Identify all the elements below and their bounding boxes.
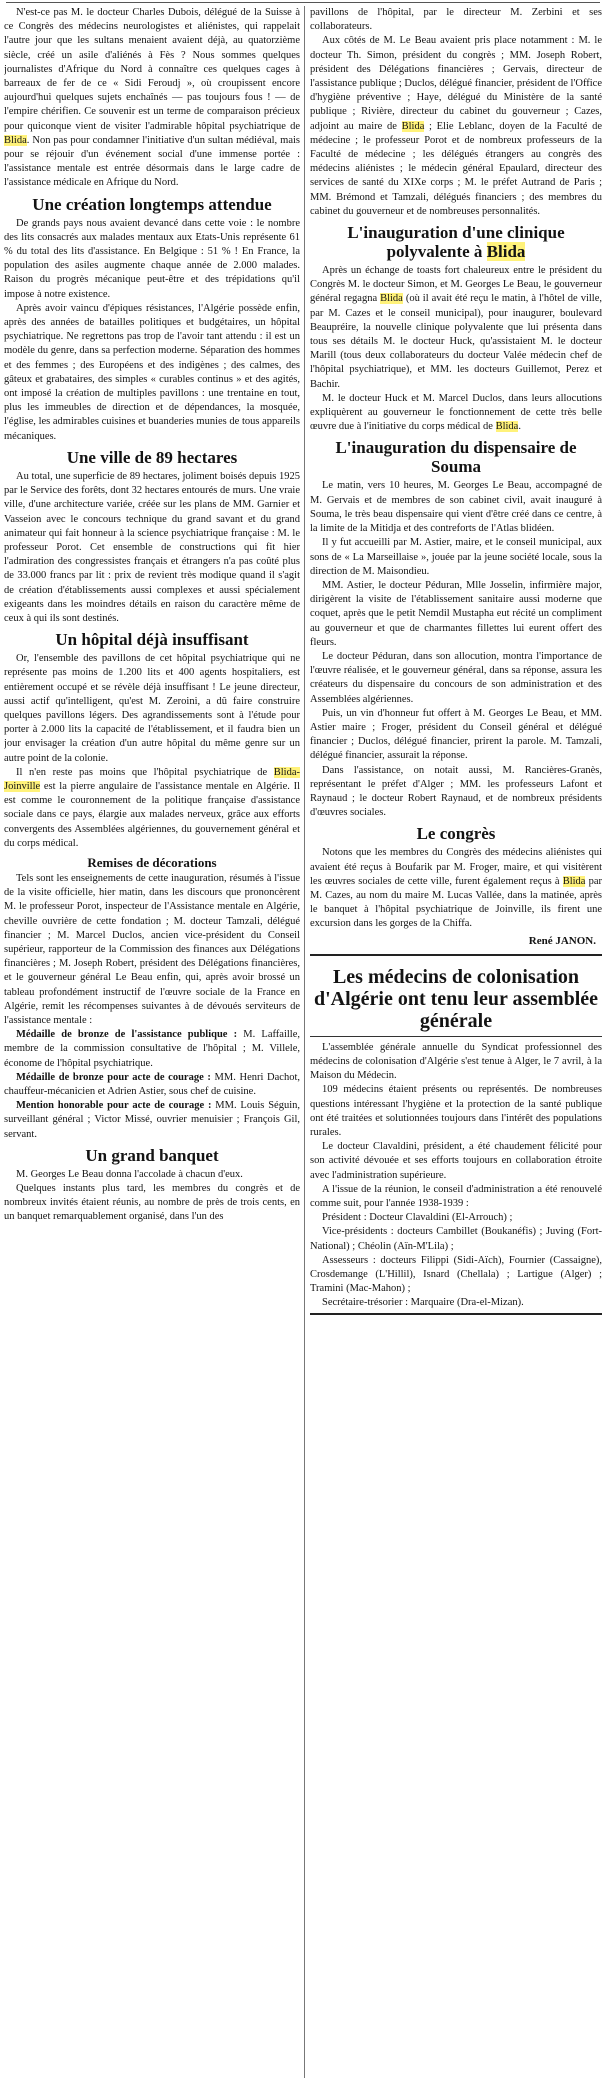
author-signature: René JANON. — [528, 934, 596, 947]
paragraph: Assesseurs : docteurs Filippi (Sidi-Aïch), Fournier (Cassaigne), Crosdemange (L'Hillil), Isnard (Chellala) ; Lartigue (Alger) ; Tramini (Mac-Mahon) ; — [310, 1254, 602, 1295]
paragraph: Le matin, vers 10 heures, M. Georges Le Beau, accompagné de M. Gervais et de membres de son cabinet civil, avait inauguré à Souma, le très beau dispensaire qui vient d'être créé dans ce centre, à la limite de la Mitidja et des contreforts de l'Atlas blidéen. — [310, 480, 602, 535]
paragraph: Il n'en reste pas moins que l'hôpital psychiatrique de Blida-Joinville est la pierre angulaire de l'assistance mentale en Algérie. Il est comme le couronnement de la politique française d'assistance sociale dans ce pays, élargie aux malades nerveux, grâce aux efforts convergents des Assemblées algériennes, du gouvernement général et du corps médical. — [4, 766, 300, 849]
paragraph: M. le docteur Huck et M. Marcel Duclos, dans leurs allocutions expliquèrent au gouverneur le fonctionnement de cette très belle œuvre due à l'initiative du corps médical de Blida. — [310, 392, 602, 433]
paragraph: Puis, un vin d'honneur fut offert à M. Georges Le Beau, et MM. Astier maire ; Froger, président du Conseil général et délégué financier ; Duclos, délégué financier, prirent la parole. M. Tamzali, délégué financier, assurait la réponse. — [310, 707, 602, 762]
medal-item: Médaille de bronze de l'assistance publique : M. Laffaille, membre de la commission consultative de l'hôpital ; M. Villele, économe de l'hôpital psychiatrique. — [4, 1029, 300, 1069]
paragraph: Tels sont les enseignements de cette inauguration, résumés à l'issue de la visite officielle, hier matin, dans les discours que prononcèrent M. le professeur Porot, inspecteur de l'Assistance mentale en Algérie, cheville ouvrière de cette fondation ; M. docteur Tamzali, délégué financier ; M. Marcel Duclos, ancien vice-président du Conseil supérieur, rapporteur de la Commission des finances aux Délégations financières ; M. Joseph Robert, président des Délégations financières, et le gouverneur général Le Beau enfin, qui, après avoir brossé un tableau profondément instructif de l'œuvre sociale de la France en Algérie, remit les récompenses suivantes à de dévoués serviteurs de l'assistance mentale : — [4, 872, 300, 1026]
paragraph: 109 médecins étaient présents ou représentés. De nombreuses questions intéressant l'hygiène et la protection de la santé publique ont été traitées et solutionnées toujours dans l'intérêt des populations rurales. — [310, 1084, 602, 1138]
heading-souma: L'inauguration du dispensaire de Souma — [335, 438, 577, 477]
paragraph: Après avoir vaincu d'épiques résistances, l'Algérie possède enfin, après des années de batailles politiques et budgétaires, un hôpital psychiatrique. Ne regrettons pas trop de l'avoir tant attendu : il est un modèle du genre, dans sa perfection moderne. Séparation des hommes et des femmes ; des Européens et des indigènes ; des calmes, des gâteux et grabataires, des simples « curables continus » et des agités, ont imposé la création de multiples pavillons : une trentaine en tout, plus les immeubles de direction et de dépendances, la mosquée, l'église, les admirables cuisines et buanderies munies de tous appareils mécaniques. — [4, 302, 300, 442]
heading-ville: Une ville de 89 hectares — [66, 447, 238, 467]
paragraph: Président : Docteur Clavaldini (El-Arrouch) ; — [322, 1212, 513, 1224]
intro-paragraph: N'est-ce pas M. le docteur Charles Dubois, délégué de la Suisse à ce Congrès des médecins neurologistes et aliénistes, qui rappelait l'autre jour que les sultans menaient avaient déjà, au quatorzième siècle, créé un asile d'aliénés à Fès ? Nous sommes quelques journalistes d'Afrique du Nord à connaître ces quelques cages à barreaux de fer de ce « Sidi Feroudj », où croupissent encore aujourd'hui quelques sujets enchaînés — pas toujours fous ! — de l'empire chérifien. Ce souvenir est un terme de comparaison précieux pour quiconque vient de visiter l'admirable hôpital psychiatrique de Blida. Non pas pour condamner l'initiative d'un sultan médiéval, mais pour se réjouir d'un événement social d'une immense portée : l'assistance mentale est entrée désormais dans le large cadre de l'assistance médicale en Afrique du Nord. — [4, 7, 300, 189]
top-rule — [6, 2, 600, 3]
paragraph: pavillons de l'hôpital, par le directeur M. Zerbini et ses collaborateurs. — [310, 7, 602, 33]
heading-banquet: Un grand banquet — [85, 1145, 219, 1165]
paragraph: Après un échange de toasts fort chaleureux entre le président du Congrès M. le docteur Simon, et M. Georges Le Beau, le gouverneur général regagna Blida (où il avait été reçu le matin, à l'hôtel de ville, par M. Cazes et le conseil municipal), pour inaugurer, boulevard Beaupréire, la nouvelle clinique polyvalente que lui présenta dans tous ses détails M. le docteur Huck, qu'assistaient M. le docteur Marill (tous deux collaborateurs du docteur Valée médecin chef de l'hôpital psychiatrique), et MM. les docteurs Guillemot, Perez et Bachir. — [310, 265, 602, 390]
heading-remises: Remises de décorations — [87, 854, 217, 870]
paragraph: Aux côtés de M. Le Beau avaient pris place notamment : M. le docteur Th. Simon, président du congrès ; MM. Joseph Robert, président des Délégations financières ; Gervais, directeur de l'assistance publique ; Duclos, délégué financier, président de l'Office d'hygiène préventive ; Haye, délégué du Ministère de la santé publique ; Rivière, directeur du cabinet du gouverneur ; Cazes, adjoint au maire de Blida ; Elie Leblanc, doyen de la Faculté de médecine ; le professeur Porot et de nombreux professeurs de la Faculté de médecine ; les délégués étrangers au congrès des médecins aliénistes ; le médecin général Epaulard, directeur des services de santé du XIXe corps ; M. le préfet Autrand de Paris ; MM. Brémond et Tamzali, délégués financiers ; des membres du cabinet du gouverneur et de nombreuses personnalités. — [310, 35, 602, 217]
column-divider — [304, 6, 305, 2078]
paragraph: Quelques instants plus tard, les membres du congrès et de nombreux invités étaient réunis, au nombre de près de trois cents, en un banquet remarquablement organisé, dans l'un des — [4, 1183, 300, 1223]
blida-highlight: Blida — [380, 293, 403, 305]
blida-highlight: Blida — [562, 875, 586, 887]
blida-highlight: Blida — [495, 421, 519, 433]
heading-hopital: Un hôpital déjà insuffisant — [55, 630, 249, 650]
paragraph: De grands pays nous avaient devancé dans cette voie : le nombre des lits consacrés aux malades mentaux aux Etats-Unis représente 61 % du total des lits d'assistance. En Belgique : 51 % ! En France, la population des asiles augmente chaque année de 2.000 malades. Raison du progrès mécanique peut-être et des trépidations qu'il impose à notre existence. — [4, 217, 300, 300]
paragraph: L'assemblée générale annuelle du Syndicat professionnel des médecins de colonisation d'Algérie s'est tenue à Alger, le 7 avril, à la Maison du Médecin. — [310, 1041, 602, 1082]
paragraph: Notons que les membres du Congrès des médecins aliénistes qui avaient été reçus à Boufarik par M. Froger, maire, et qui visitèrent les œuvres sociales de cette ville, furent également reçus à Blida par M. Cazes, au nom du maire M. Lucas Vallée, dans la matinée, après le banquet à l'hôpital psychiatrique de Joinville, ils firent une excursion dans les gorges de la Chiffa. — [310, 847, 602, 930]
paragraph: Au total, une superficie de 89 hectares, joliment boisés depuis 1925 par le Service des forêts, dont 32 hectares entourés de murs. Une vraie ville, d'une architecture variée, créée sur les plans de MM. Garnier et Vasseion avec le concours technique du grand savant et du grand animateur qui fait honneur à la science psychiatrique française : M. le professeur Porot. Cet ensemble de constructions qui fit hier l'admiration des congressistes français et étrangers n'a pas coûté plus de 33.000 francs par lit : prix de revient très modique quand il s'agit de création d'établissements aussi complexes et aussi spécialement exigeants dans les moindres détails en raison du caractère même de ceux à qui ils sont destinés. — [4, 470, 300, 624]
paragraph: Il y fut accueilli par M. Astier, maire, et le conseil municipal, aux sons de « La Marseillaise », jouée par la jeune société locale, sous la direction de M. Maisondieu. — [310, 537, 602, 577]
right-column — [310, 6, 602, 2078]
paragraph: Le docteur Clavaldini, président, a été chaudement félicité pour son activité dévouée et ses efforts toujours en collaboration étroite avec l'administration supérieure. — [310, 1141, 602, 1181]
medal-item: Mention honorable pour acte de courage : MM. Louis Séguin, surveillant général ; Victor Missé, ouvrier menuisier ; François Gil, servant. — [4, 1100, 300, 1140]
heading-rule — [310, 1036, 602, 1037]
heading-colonisation: Les médecins de colonisation d'Algérie ont tenu leur assemblée générale — [313, 965, 599, 1032]
left-column — [4, 6, 300, 2078]
paragraph: Secrétaire-trésorier : Marquaire (Dra-el-Mizan). — [322, 1297, 524, 1309]
heading-congres: Le congrès — [416, 824, 496, 844]
paragraph: M. Georges Le Beau donna l'accolade à chacun d'eux. — [16, 1168, 243, 1180]
blida-highlight: Blida — [486, 242, 526, 262]
paragraph: Vice-présidents : docteurs Cambillet (Boukanéfis) ; Juving (Fort-National) ; Chéolin (Aïn-M'Lila) ; — [310, 1226, 602, 1252]
paragraph: Le docteur Péduran, dans son allocution, montra l'importance de l'œuvre réalisée, et le gouverneur général, dans sa réponse, assura les créateurs du dispensaire du concours de son administration et des Assemblées algériennes. — [310, 650, 602, 705]
heading-clinique: L'inauguration d'une clinique polyvalente à Blida — [347, 223, 565, 262]
medal-item: Médaille de bronze pour acte de courage : MM. Henri Dachot, chauffeur-mécanicien et Adrien Astier, sous chef de cuisine. — [4, 1071, 300, 1098]
paragraph: A l'issue de la réunion, le conseil d'administration a été renouvelé comme suit, pour l'année 1938-1939 : — [310, 1183, 602, 1210]
paragraph: MM. Astier, le docteur Péduran, Mlle Josselin, infirmière major, dirigèrent la visite de l'établissement sanitaire aussi moderne que coquet, après que le petit Nemdil Mustapha eut récité un compliment au gouverneur et que de charmantes fillettes lui eurent offert des fleurs. — [310, 579, 602, 648]
paragraph: Or, l'ensemble des pavillons de cet hôpital psychiatrique qui ne représente pas moins de 1.200 lits et 400 agents hospitaliers, est entièrement occupé et se révèle déjà insuffisant ! Le jeune directeur, aussi actif qu'intelligent, qu'est M. Zeroini, a dû faire construire quelques pavillons légers. Des agrandissements sont à l'étude pour porter à 2.000 lits la capacité de l'établissement, et il faudra bien un jour envisager la création d'un autre hôpital du même genre sur un autre point de la colonie. — [4, 653, 300, 764]
colonisation-article — [310, 954, 602, 1315]
blida-highlight: Blida — [4, 134, 27, 146]
heading-creation: Une création longtemps attendue — [32, 194, 272, 214]
blida-highlight: Blida — [401, 120, 425, 132]
blida-joinville-highlight: Blida-Joinville — [4, 766, 300, 792]
paragraph: Dans l'assistance, on notait aussi, M. Rancières-Granès, représentant le préfet d'Alger ; MM. les professeurs Lafont et Raynaud ; le docteur Robert Raynaud, et de nombreux présidents d'œuvres sociales. — [310, 764, 602, 819]
